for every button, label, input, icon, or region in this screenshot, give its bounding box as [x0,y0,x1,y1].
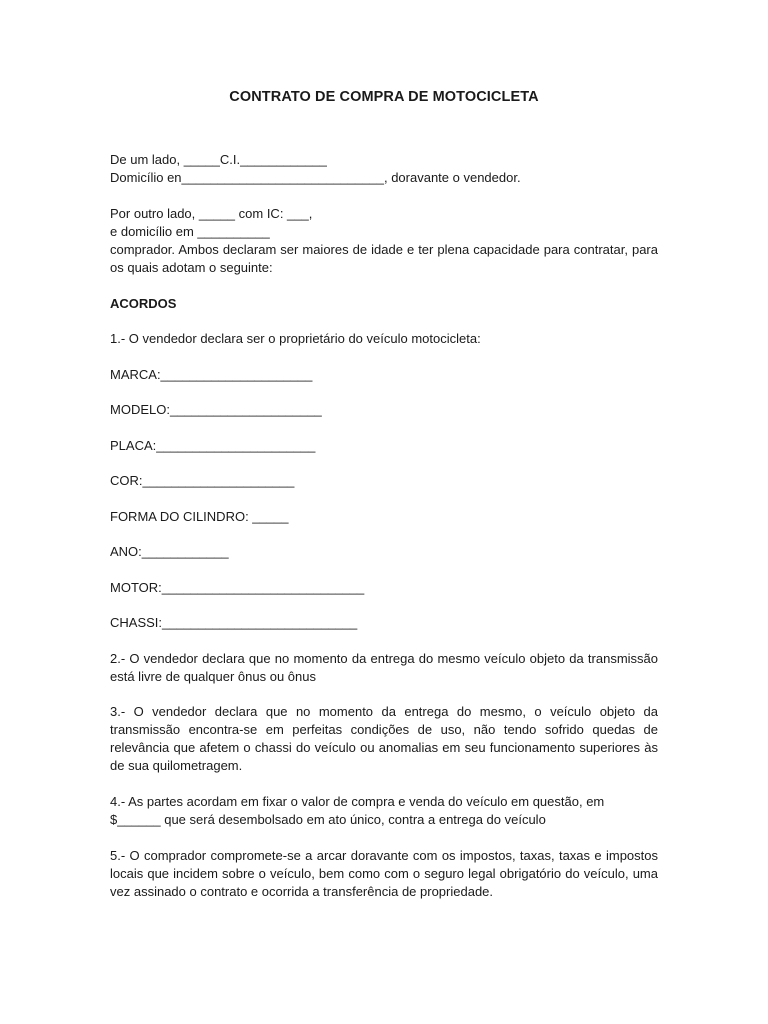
field-motor: MOTOR:____________________________ [110,579,365,595]
clause-4-line-1: 4.- As partes acordam em fixar o valor de compra e venda do veículo em questão, em [110,793,605,809]
field-ano: ANO:____________ [110,544,229,559]
field-modelo: MODELO:_____________________ [110,402,322,417]
field-cilindro: FORMA DO CILINDRO: _____ [110,508,289,524]
seller-name-line: De um lado, _____C.I.____________ [110,152,327,167]
field-marca: MARCA:_____________________ [110,366,313,382]
clause-5: 5.- O comprador compromete-se a arcar doravante com os impostos, taxas, taxas e impostos locais que incidem sobre o veículo, bem como com o seguro legal obrigatório do veículo, uma vez assinado o contrato e ocorrida a transferência de propriedade. [110,847,658,899]
clause-2: 2.- O vendedor declara que no momento da entrega do mesmo veículo objeto da transmissão está livre de qualquer ônus ou ônus [110,650,658,684]
clause-1: 1.- O vendedor declara ser o proprietário do veículo motocicleta: [110,331,481,346]
agreements-heading: ACORDOS [110,296,177,311]
buyer-block [110,205,658,277]
buyer-domicile-line: e domicílio em __________ [110,224,270,239]
field-cor: COR:_____________________ [110,473,295,488]
field-placa: PLACA:______________________ [110,437,316,453]
buyer-declaration: comprador. Ambos declaram ser maiores de idade e ter plena capacidade para contratar, para os quais adotam o seguinte: [110,242,658,275]
clause-4 [110,793,658,829]
buyer-name-line: Por outro lado, _____ com IC: ___, [110,206,313,221]
seller-block [110,151,658,187]
seller-domicile-line: Domicílio en____________________________, doravante o vendedor. [110,170,521,185]
contract-title: CONTRATO DE COMPRA DE MOTOCICLETA [229,89,539,105]
field-chassi: CHASSI:___________________________ [110,615,358,630]
clause-3: 3.- O vendedor declara que no momento da entrega do mesmo, o veículo objeto da transmissão encontra-se em perfeitas condições de uso, não tendo sofrido quedas de relevância que afetem o chassi do veículo ou anomalias em seu funcionamento superiores às de sua quilometragem. [110,704,658,773]
clause-4-line-2: $______ que será desembolsado em ato único, contra a entrega do veículo [110,811,546,827]
